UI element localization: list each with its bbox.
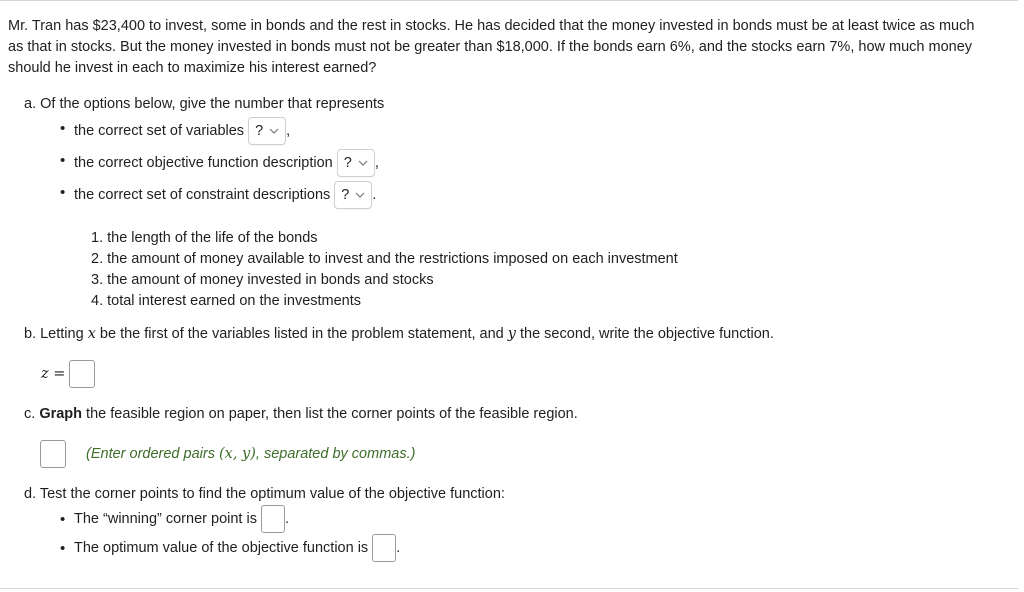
- bullet: •: [60, 152, 66, 169]
- text: the second, write the objective function.: [520, 326, 774, 342]
- bullet: •: [60, 120, 66, 137]
- hint-text: (Enter ordered pairs: [86, 446, 215, 462]
- part-a-item-constraints: [74, 180, 376, 210]
- part-a-intro: a. Of the options below, give the number that represents: [24, 96, 385, 112]
- option-3: 3. the amount of money invested in bonds and stocks: [91, 272, 434, 288]
- part-a-item-variables: [74, 116, 290, 146]
- problem-line-1: Mr. Tran has $23,400 to invest, some in bonds and the rest in stocks. He has decided that the money invested in bonds must be at least twice as much: [8, 18, 975, 34]
- top-divider: [0, 0, 1018, 1]
- constraints-dropdown[interactable]: [334, 181, 372, 209]
- item-text: the correct objective function description: [74, 155, 333, 171]
- objective-dropdown[interactable]: [337, 149, 375, 177]
- part-d-intro: d. Test the corner points to find the optimum value of the objective function:: [24, 486, 505, 502]
- graph-bold: Graph: [39, 406, 83, 422]
- dropdown-value: ?: [255, 123, 264, 139]
- text: be the first of the variables listed in the problem statement, and: [99, 326, 504, 342]
- part-c-prompt: [24, 406, 578, 422]
- bullet: •: [60, 184, 66, 201]
- chevron-down-icon: [355, 192, 365, 198]
- chevron-down-icon: [269, 128, 279, 134]
- bullet: •: [60, 540, 66, 557]
- text: c.: [24, 406, 36, 422]
- bottom-divider: [0, 588, 1018, 589]
- option-4: 4. total interest earned on the investments: [91, 293, 362, 309]
- math-x: x: [87, 326, 96, 342]
- text: the feasible region on paper, then list the corner points of the feasible region.: [86, 406, 578, 422]
- option-2: 2. the amount of money available to invest and the restrictions imposed on each investment: [91, 251, 678, 267]
- winning-point-row: [74, 505, 289, 533]
- punctuation: .: [372, 187, 377, 203]
- dropdown-value: ?: [343, 155, 352, 171]
- item-text: the correct set of constraint descriptions: [74, 187, 331, 203]
- chevron-down-icon: [358, 160, 368, 166]
- option-1: 1. the length of the life of the bonds: [91, 230, 318, 246]
- bullet: •: [60, 511, 66, 528]
- text: b. Letting: [24, 326, 84, 342]
- dropdown-value: ?: [341, 187, 350, 203]
- part-b-prompt: [24, 326, 774, 342]
- problem-line-2: as that in stocks. But the money invested in bonds must not be greater than $18,000. If the bonds earn 6%, and the stocks earn 7%, how much money: [8, 39, 973, 55]
- math-y: y: [507, 326, 516, 342]
- optimum-value-input[interactable]: [372, 534, 396, 562]
- problem-line-3: should he invest in each to maximize his interest earned?: [8, 60, 377, 76]
- punctuation: .: [284, 511, 289, 527]
- corner-points-row: [40, 440, 415, 468]
- part-a-item-objective: [74, 148, 379, 178]
- corner-points-input[interactable]: [40, 440, 66, 468]
- winning-point-input[interactable]: [261, 505, 285, 533]
- hint-math: (x, y): [218, 446, 256, 462]
- corner-points-hint: [86, 446, 415, 462]
- punctuation: ,: [286, 123, 291, 139]
- punctuation: .: [396, 540, 401, 556]
- item-text: the correct set of variables: [74, 123, 245, 139]
- objective-function-input[interactable]: [69, 360, 95, 388]
- hint-text: , separated by commas.): [255, 446, 416, 462]
- text: The optimum value of the objective function is: [74, 540, 369, 556]
- objective-function-row: [41, 360, 95, 388]
- variables-dropdown[interactable]: [248, 117, 286, 145]
- optimum-value-row: [74, 534, 400, 562]
- options-list: [91, 228, 678, 312]
- text: The “winning” corner point is: [74, 511, 257, 527]
- problem-statement: [8, 16, 1014, 79]
- z-label: z =: [41, 366, 66, 382]
- punctuation: ,: [374, 155, 379, 171]
